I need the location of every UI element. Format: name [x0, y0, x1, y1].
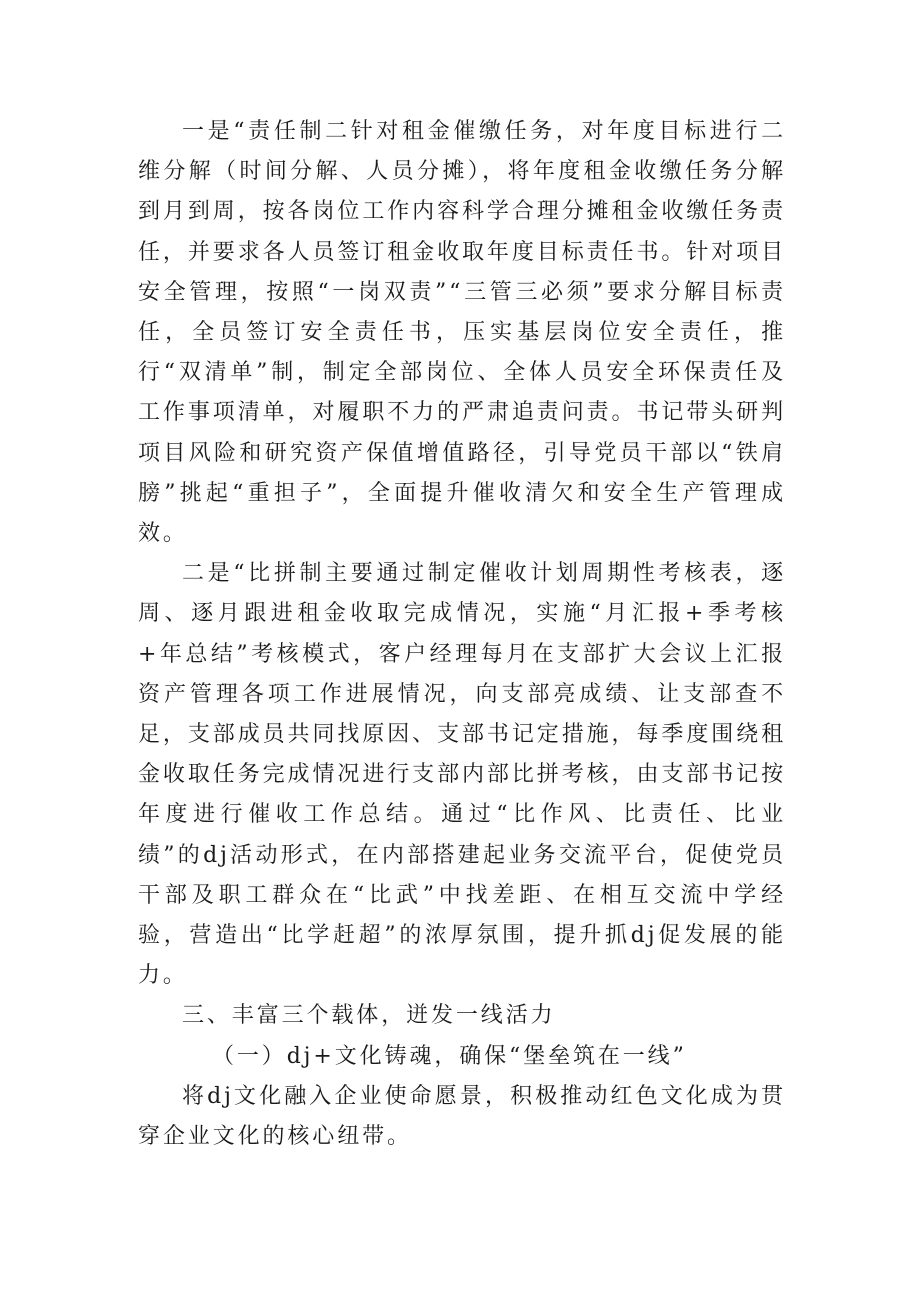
- document-body: [138, 112, 786, 1157]
- paragraph-responsibility-system: 一是“责任制二针对租金催缴任务，对年度目标进行二维分解（时间分解、人员分摊），将年度租金收缴任务分解到月到周，按各岗位工作内容科学合理分摊租金收缴任务责任，并要求各人员签订租金收取年度目标责任书。针对项目安全管理，按照“一岗双责”“三管三必须”要求分解目标责任，全员签订安全责任书，压实基层岗位安全责任，推行“双清单”制，制定全部岗位、全体人员安全环保责任及工作事项清单，对履职不力的严肃追责问责。书记带头研判项目风险和研究资产保值增值路径，引导党员干部以“铁肩膀”挑起“重担子”，全面提升催收清欠和安全生产管理成效。: [138, 119, 786, 547]
- subsection-heading: （一）dj+文化铸魂，确保“堡垒筑在一线”: [212, 1043, 687, 1069]
- paragraph-culture: 将dj文化融入企业使命愿景，积极推动红色文化成为贯穿企业文化的核心纽带。: [138, 1083, 786, 1150]
- section-heading: 三、丰富三个载体，迸发一线活力: [182, 1003, 556, 1029]
- paragraph-competition-system: 二是“比拼制主要通过制定催收计划周期性考核表，逐周、逐月跟进租金收取完成情况，实施“月汇报+季考核+年总结”考核模式，客户经理每月在支部扩大会议上汇报资产管理各项工作进展情况，向支部亮成绩、让支部查不足，支部成员共同找原因、支部书记定措施，每季度围绕租金收取任务完成情况进行支部内部比拼考核，由支部书记按年度进行催收工作总结。通过“比作风、比责任、比业绩”的dj活动形式，在内部搭建起业务交流平台，促使党员干部及职工群众在“比武”中找差距、在相互交流中学经验，营造出“比学赶超”的浓厚氛围，提升抓dj促发展的能力。: [138, 561, 786, 989]
